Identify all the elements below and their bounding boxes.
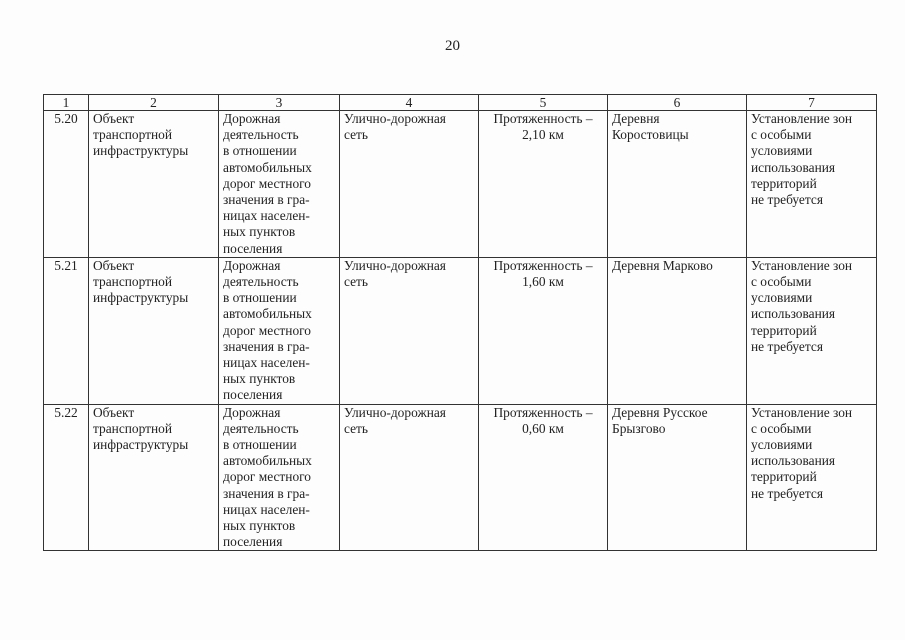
column-header: 2 (89, 95, 219, 111)
type-cell: Улично-дорожная сеть (340, 257, 479, 404)
zones-cell: Установление зон с особыми условиями использования территорий не требуется (747, 111, 877, 258)
table-row (44, 111, 877, 258)
zones-cell: Установление зон с особыми условиями использования территорий не требуется (747, 257, 877, 404)
activity-cell: Дорожная деятельность в отношении автомобильных дорог местного значения в гра- ницах населен- ных пунктов поселения (219, 257, 340, 404)
column-header: 7 (747, 95, 877, 111)
zones-cell: Установление зон с особыми условиями использования территорий не требуется (747, 404, 877, 551)
type-cell: Улично-дорожная сеть (340, 111, 479, 258)
activity-cell: Дорожная деятельность в отношении автомобильных дорог местного значения в гра- ницах населен- ных пунктов поселения (219, 404, 340, 551)
activity-cell: Дорожная деятельность в отношении автомобильных дорог местного значения в гра- ницах населен- ных пунктов поселения (219, 111, 340, 258)
row-number-cell: 5.22 (44, 404, 89, 551)
extent-cell: Протяженность – 0,60 км (479, 404, 608, 551)
column-header: 4 (340, 95, 479, 111)
extent-cell: Протяженность – 1,60 км (479, 257, 608, 404)
location-cell: Деревня Марково (608, 257, 747, 404)
object-cell: Объект транспортной инфраструктуры (89, 404, 219, 551)
row-number-cell: 5.20 (44, 111, 89, 258)
data-table (43, 94, 877, 551)
location-cell: Деревня Русское Брызгово (608, 404, 747, 551)
column-header: 6 (608, 95, 747, 111)
column-header: 3 (219, 95, 340, 111)
table-row (44, 257, 877, 404)
column-header: 5 (479, 95, 608, 111)
type-cell: Улично-дорожная сеть (340, 404, 479, 551)
column-header: 1 (44, 95, 89, 111)
row-number-cell: 5.21 (44, 257, 89, 404)
object-cell: Объект транспортной инфраструктуры (89, 111, 219, 258)
table-header-row (44, 95, 877, 111)
page-number: 20 (445, 38, 460, 54)
object-cell: Объект транспортной инфраструктуры (89, 257, 219, 404)
table-row (44, 404, 877, 551)
extent-cell: Протяженность – 2,10 км (479, 111, 608, 258)
location-cell: Деревня Коростовицы (608, 111, 747, 258)
